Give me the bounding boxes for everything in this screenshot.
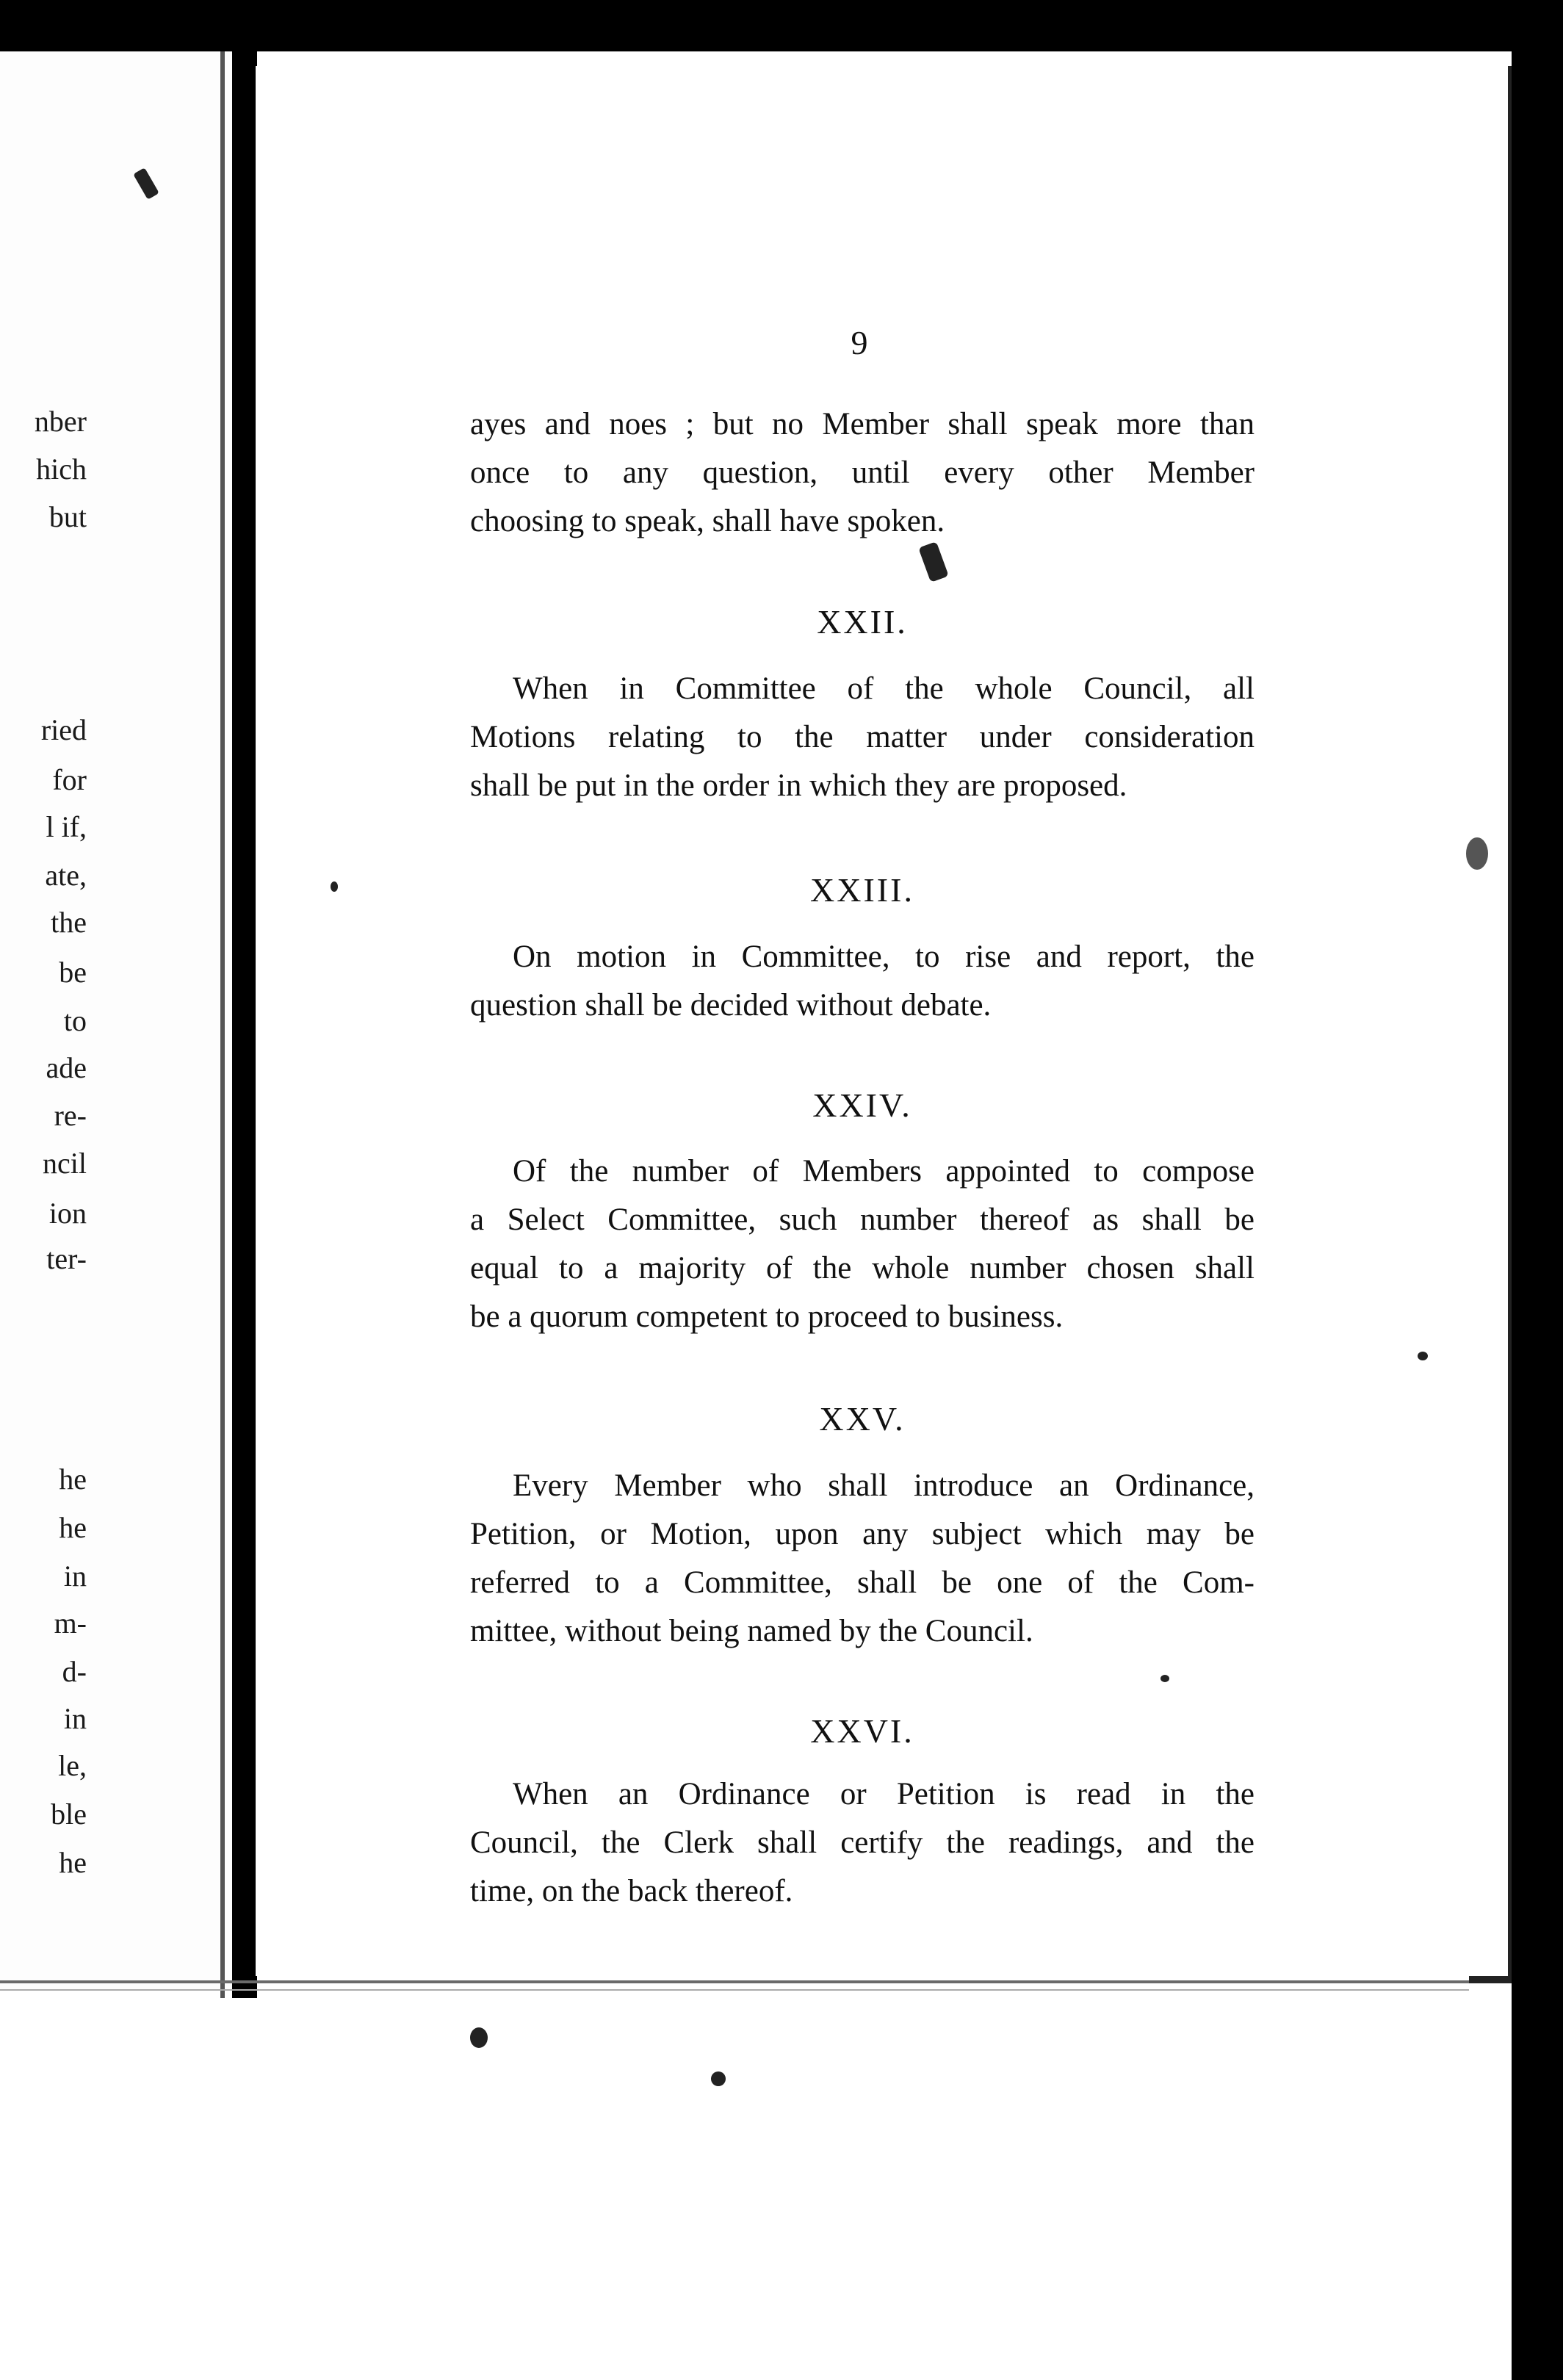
left-page-fragment: be	[59, 956, 87, 989]
text-line: mittee, without being named by the Council.	[470, 1614, 1033, 1648]
binding-gutter	[232, 51, 257, 1998]
left-page-fragment: le,	[58, 1749, 87, 1782]
gutter-shadow	[220, 51, 225, 1998]
left-page-fragment: he	[59, 1463, 87, 1496]
left-page-fragment: the	[51, 906, 87, 939]
section-paragraph	[470, 665, 1255, 810]
text-line: time, on the back thereof.	[470, 1874, 793, 1908]
ink-speck	[331, 881, 338, 892]
left-page-fragment: in	[63, 1559, 87, 1593]
text-line: On motion in Committee, to rise and report, the	[513, 940, 1255, 974]
left-page-fragment: ate,	[45, 859, 87, 892]
left-page-fragment: nber	[34, 405, 87, 438]
text-line: once to any question, until every other Member	[470, 455, 1255, 490]
continuation-paragraph	[470, 400, 1255, 546]
text-line: shall be put in the order in which they are proposed.	[470, 768, 1127, 803]
left-page-fragment: he	[59, 1846, 87, 1879]
right-border	[1512, 0, 1563, 2380]
left-page-fragment: ncil	[43, 1147, 87, 1180]
page-bottom-edge	[0, 1980, 1469, 1983]
text-line: equal to a majority of the whole number chosen shall	[470, 1251, 1255, 1285]
section-paragraph	[470, 1462, 1255, 1656]
text-line: Petition, or Motion, upon any subject which may be	[470, 1517, 1255, 1551]
text-line: When in Committee of the whole Council, all	[513, 671, 1255, 706]
left-page-fragment: he	[59, 1511, 87, 1544]
text-line: Every Member who shall introduce an Ordinance,	[513, 1468, 1255, 1503]
text-line: Of the number of Members appointed to compose	[513, 1154, 1255, 1189]
left-page-fragment: for	[52, 763, 87, 796]
page-number: 9	[851, 324, 868, 361]
page-bottom-edge-secondary	[0, 1989, 1469, 1991]
text-line: referred to a Committee, shall be one of the Com-	[470, 1565, 1255, 1600]
ink-speck	[1418, 1352, 1428, 1360]
text-line: Council, the Clerk shall certify the readings, and the	[470, 1825, 1255, 1860]
left-page-fragment: hich	[36, 452, 87, 486]
section-heading: XXIII.	[810, 871, 914, 909]
text-line: a Select Committee, such number thereof as shall be	[470, 1202, 1255, 1237]
section-paragraph	[470, 1147, 1255, 1341]
ink-speck	[1466, 837, 1488, 870]
left-page-fragment: m-	[54, 1606, 87, 1640]
section-paragraph	[470, 1770, 1255, 1916]
top-border	[0, 0, 1563, 51]
text-line: question shall be decided without debate.	[470, 988, 992, 1023]
text-line: choosing to speak, shall have spoken.	[470, 504, 945, 538]
ink-speck	[1160, 1675, 1169, 1682]
left-page-fragment: ade	[46, 1051, 87, 1084]
left-page-fragment: ble	[51, 1797, 87, 1831]
section-heading: XXV.	[819, 1400, 906, 1438]
ink-speck	[470, 2027, 488, 2048]
left-page-fragment: ter-	[46, 1242, 87, 1275]
section-heading: XXII.	[817, 603, 908, 641]
text-line: ayes and noes ; but no Member shall speak more than	[470, 407, 1255, 441]
section-paragraph	[470, 933, 1255, 1030]
section-heading: XXVI.	[810, 1712, 914, 1750]
text-line: be a quorum competent to proceed to business.	[470, 1299, 1064, 1334]
text-line: Motions relating to the matter under consideration	[470, 720, 1255, 754]
left-page-fragment: to	[63, 1004, 87, 1037]
left-page-fragment: ried	[40, 713, 87, 746]
left-page-fragment: ion	[48, 1197, 87, 1230]
ink-speck	[711, 2071, 726, 2086]
left-page-fragment: d-	[62, 1655, 87, 1688]
left-page-fragment: but	[48, 500, 87, 533]
text-line: When an Ordinance or Petition is read in the	[513, 1777, 1255, 1811]
left-page-fragment: in	[63, 1702, 87, 1735]
left-facing-page	[0, 51, 241, 1991]
left-page-fragment: l if,	[46, 810, 87, 843]
left-page-fragment: re-	[54, 1099, 87, 1132]
section-heading: XXIV.	[812, 1086, 912, 1124]
